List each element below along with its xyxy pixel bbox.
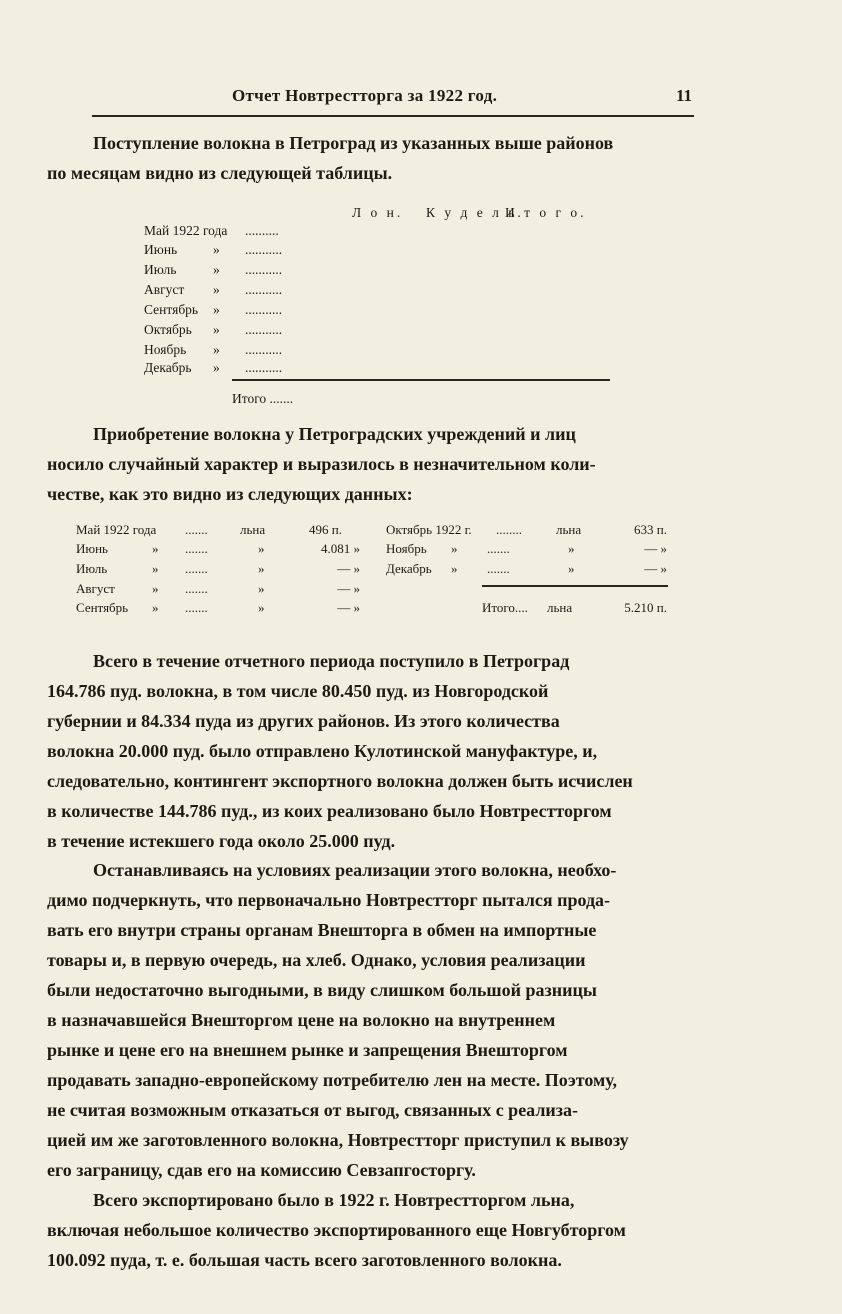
text-line: рынке и цене его на внешнем рынке и запрещения Внешторгом <box>47 1040 568 1060</box>
right-row-ditto-mark: » <box>451 561 458 576</box>
text-line: в назначавшейся Внешторгом цене на волокно на внутреннем <box>47 1010 556 1030</box>
row-month: Май 1922 года <box>144 223 228 238</box>
left-row-dots: ....... <box>185 522 208 537</box>
row-month: Октябрь <box>144 322 192 337</box>
left-row-month: Июнь <box>76 541 108 556</box>
text-line: товары и, в первую очередь, на хлеб. Однако, условия реализации <box>47 950 586 970</box>
running-title: Отчет Новтрестторга за 1922 год. <box>232 86 498 105</box>
row-month: Декабрь <box>144 360 192 375</box>
text-line: Останавливаясь на условиях реализации этого волокна, необхо- <box>93 860 617 880</box>
right-row-value: 633 п. <box>634 522 667 537</box>
right-row-month: Ноябрь <box>386 541 427 556</box>
row-ditto-mark: » <box>213 242 220 257</box>
left-row-ditto-mark: » <box>152 600 159 615</box>
right-row-month: Октябрь 1922 г. <box>386 522 472 537</box>
text-line: следовательно, контингент экспортного волокна должен быть исчислен <box>47 771 633 791</box>
left-row-dots: ....... <box>185 581 208 596</box>
row-ditto-mark: » <box>213 262 220 277</box>
text-line: губернии и 84.334 пуда из других районов. Из этого количества <box>47 711 560 731</box>
column-header-total: И т о г о. <box>505 205 587 220</box>
row-month: Август <box>144 282 185 297</box>
text-line: 164.786 пуд. волокна, в том числе 80.450 пуд. из Новгородской <box>47 681 549 701</box>
left-row-kind: » <box>258 600 265 615</box>
right-row-dots: ....... <box>487 541 510 556</box>
right-row-value: — » <box>644 561 667 576</box>
right-row-kind: льна <box>556 522 582 537</box>
left-row-dots: ....... <box>185 600 208 615</box>
summary-paragraph <box>47 646 699 856</box>
text-line: в течение истекшего года около 25.000 пуд. <box>47 831 396 851</box>
page-number: 11 <box>675 86 692 105</box>
acquisition-paragraph <box>47 419 699 509</box>
left-row-value: — » <box>337 600 360 615</box>
row-leader-dots: ........... <box>245 360 283 375</box>
right-row-kind: » <box>568 561 575 576</box>
total-label: Итого ....... <box>232 391 294 406</box>
row-leader-dots: ........... <box>245 322 283 337</box>
text-line: цией им же заготовленного волокна, Новтрестторг приступил к вывозу <box>47 1130 629 1150</box>
left-row-dots: ....... <box>185 541 208 556</box>
row-month: Сентябрь <box>144 302 199 317</box>
right-total-kind: льна <box>547 600 573 615</box>
text-line: 100.092 пуда, т. е. большая часть всего заготовленного волокна. <box>47 1250 562 1270</box>
row-month: Июль <box>144 262 177 277</box>
text-line: Всего в течение отчетного периода поступило в Петроград <box>93 651 570 671</box>
row-leader-dots: ........... <box>245 302 283 317</box>
row-leader-dots: .......... <box>245 223 279 238</box>
left-row-dots: ....... <box>185 561 208 576</box>
left-row-value: — » <box>337 581 360 596</box>
row-month: Ноябрь <box>144 342 187 357</box>
text-line: честве, как это видно из следующих данных: <box>47 484 413 504</box>
export-paragraph <box>47 1185 699 1275</box>
text-line: волокна 20.000 пуд. было отправлено Кулотинской мануфактуре, и, <box>47 741 598 761</box>
text-line: не считая возможным отказаться от выгод, связанных с реализа- <box>47 1100 579 1120</box>
row-ditto-mark: » <box>213 302 220 317</box>
right-row-value: — » <box>644 541 667 556</box>
right-row-kind: » <box>568 541 575 556</box>
right-row-dots: ....... <box>487 561 510 576</box>
right-total-value: 5.210 п. <box>624 600 667 615</box>
left-row-month: Июль <box>76 561 108 576</box>
row-month: Июнь <box>144 242 178 257</box>
left-row-kind: льна <box>240 522 266 537</box>
acquisition-total-rule <box>482 585 668 587</box>
text-line: димо подчеркнуть, что первоначально Новтрестторг пытался прода- <box>47 890 611 910</box>
left-row-month: Август <box>76 581 115 596</box>
text-line: его заграницу, сдав его на комиссию Севзапгосторгу. <box>47 1160 476 1180</box>
row-leader-dots: ........... <box>245 342 283 357</box>
right-row-month: Декабрь <box>386 561 432 576</box>
row-ditto-mark: » <box>213 322 220 337</box>
row-ditto-mark: » <box>213 282 220 297</box>
left-row-ditto-mark: » <box>152 561 159 576</box>
text-line: Приобретение волокна у Петроградских учреждений и лиц <box>93 424 576 444</box>
row-leader-dots: ........... <box>245 262 283 277</box>
row-ditto-mark: » <box>213 360 220 375</box>
left-row-month: Сентябрь <box>76 600 129 615</box>
text-line: по месяцам видно из следующей таблицы. <box>47 163 393 183</box>
page-header <box>92 86 692 110</box>
left-row-value: 496 п. <box>309 522 342 537</box>
right-row-ditto-mark: » <box>451 541 458 556</box>
text-line: продавать западно-европейскому потребителю лен на месте. Поэтому, <box>47 1070 618 1090</box>
right-total-label: Итого.... <box>482 600 528 615</box>
left-row-value: 4.081 » <box>321 541 360 556</box>
text-line: Поступление волокна в Петроград из указанных выше районов <box>93 133 614 153</box>
text-line: вать его внутри страны органам Внешторга в обмен на импортные <box>47 920 597 940</box>
table-total-rule <box>232 379 610 381</box>
text-line: были недостаточно выгодными, в виду слишком большой разницы <box>47 980 597 1000</box>
left-row-ditto-mark: » <box>152 541 159 556</box>
column-header-tow: К у д е л ь. <box>426 205 524 220</box>
left-row-kind: » <box>258 541 265 556</box>
text-line: носило случайный характер и выразилось в незначительном коли- <box>47 454 596 474</box>
column-header-flax: Л о н. <box>352 205 404 220</box>
text-line: включая небольшое количество экспортированного еще Новгубторгом <box>47 1220 626 1240</box>
intro-paragraph <box>47 128 699 188</box>
header-rule <box>92 115 694 117</box>
text-line: в количестве 144.786 пуд., из коих реализовано было Новтрестторгом <box>47 801 612 821</box>
row-leader-dots: ........... <box>245 242 283 257</box>
row-leader-dots: ........... <box>245 282 283 297</box>
left-row-value: — » <box>337 561 360 576</box>
row-ditto-mark: » <box>213 342 220 357</box>
realization-paragraph <box>47 855 699 1185</box>
right-row-dots: ........ <box>496 522 522 537</box>
left-row-ditto-mark: » <box>152 581 159 596</box>
left-row-kind: » <box>258 561 265 576</box>
left-row-month: Май 1922 года <box>76 522 157 537</box>
text-line: Всего экспортировано было в 1922 г. Новтрестторгом льна, <box>93 1190 575 1210</box>
left-row-kind: » <box>258 581 265 596</box>
